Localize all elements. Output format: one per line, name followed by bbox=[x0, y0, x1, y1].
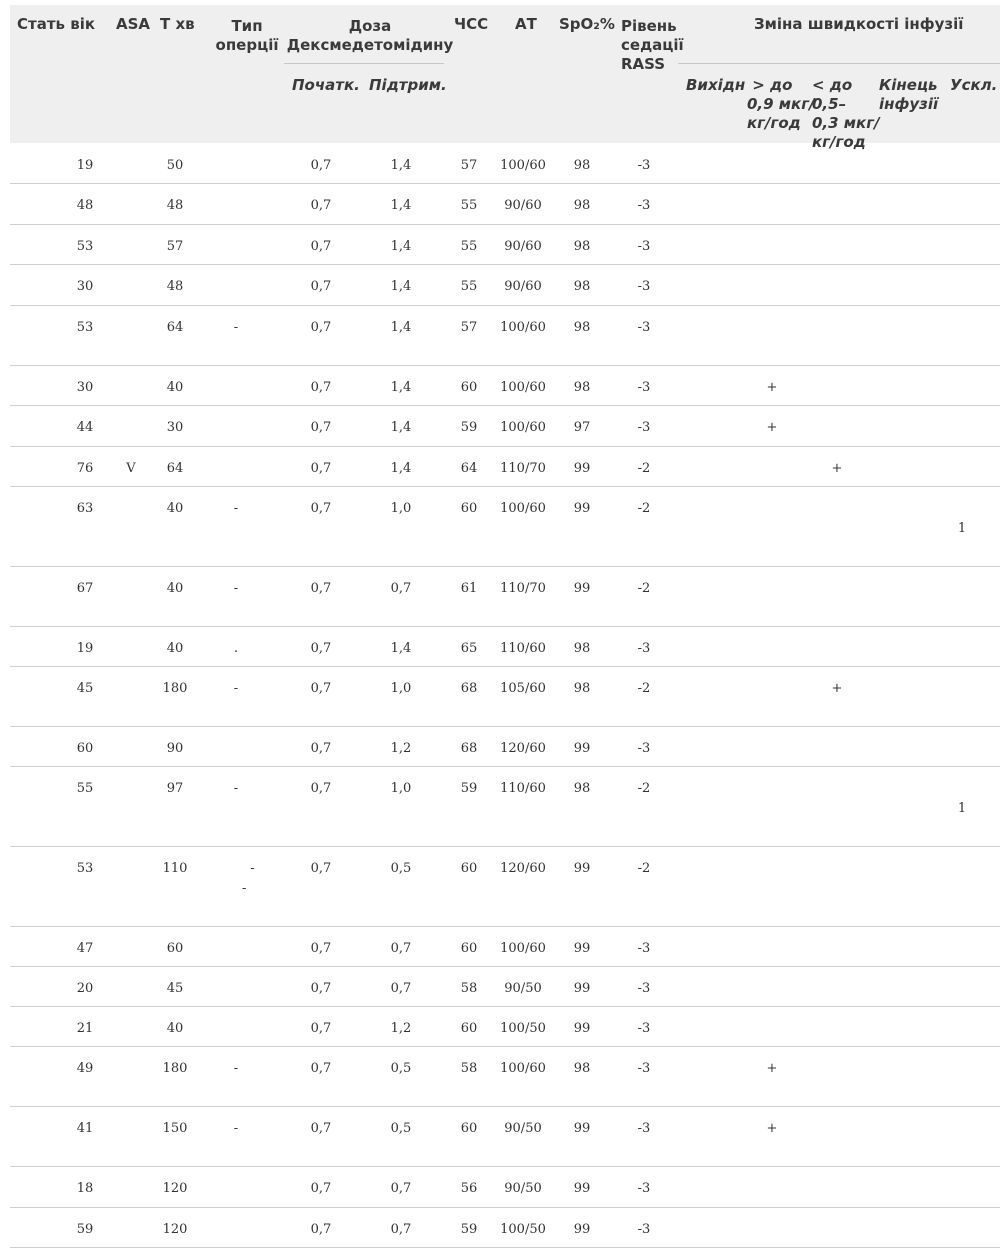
cell-age: 59 bbox=[76, 1222, 94, 1237]
cell-bp: 110/60 bbox=[500, 641, 546, 656]
cell-maint: 1,0 bbox=[390, 681, 412, 696]
cell-rass: -3 bbox=[637, 320, 651, 335]
cell-hr: 64 bbox=[460, 461, 478, 476]
cell-age: 19 bbox=[76, 641, 94, 656]
cell-init: 0,7 bbox=[310, 158, 332, 173]
table-row bbox=[10, 225, 1000, 265]
cell-t: 120 bbox=[162, 1181, 188, 1196]
cell-maint: 1,0 bbox=[390, 781, 412, 796]
cell-compl: 1 bbox=[957, 801, 967, 816]
cell-rass: -2 bbox=[637, 461, 651, 476]
cell-t: 180 bbox=[162, 681, 188, 696]
cell-op: - bbox=[233, 581, 239, 596]
col-rate-change: Зміна швидкості інфузії bbox=[754, 15, 964, 33]
cell-maint: 1,0 bbox=[390, 501, 412, 516]
cell-bp: 100/60 bbox=[500, 941, 546, 956]
cell-bp: 100/60 bbox=[500, 1061, 546, 1076]
table-row bbox=[10, 1047, 1000, 1107]
cell-age: 20 bbox=[76, 981, 94, 996]
table-row bbox=[10, 927, 1000, 967]
cell-bp: 90/50 bbox=[504, 981, 542, 996]
col-dose-init: Початк. bbox=[292, 76, 360, 94]
cell-init: 0,7 bbox=[310, 501, 332, 516]
cell-hr: 55 bbox=[460, 239, 478, 254]
cell-age: 67 bbox=[76, 581, 94, 596]
cell-rass: -2 bbox=[637, 861, 651, 876]
table-row bbox=[10, 567, 1000, 627]
col-rass bbox=[621, 17, 684, 74]
cell-rass: -3 bbox=[637, 239, 651, 254]
rate-up-line3: кг/год bbox=[747, 114, 801, 132]
cell-rass: -3 bbox=[637, 420, 651, 435]
cell-spo2: 98 bbox=[573, 681, 591, 696]
rate-down-line2: 0,5– bbox=[812, 95, 847, 113]
table-row bbox=[10, 667, 1000, 727]
cell-age: 53 bbox=[76, 239, 94, 254]
cell-hr: 58 bbox=[460, 1061, 478, 1076]
cell-init: 0,7 bbox=[310, 981, 332, 996]
cell-bp: 90/60 bbox=[504, 279, 542, 294]
cell-age: 19 bbox=[76, 158, 94, 173]
cell-age: 18 bbox=[76, 1181, 94, 1196]
table-row bbox=[10, 487, 1000, 567]
cell-rass: -3 bbox=[637, 1021, 651, 1036]
cell-age: 60 bbox=[76, 741, 94, 756]
cell-bp: 100/60 bbox=[500, 420, 546, 435]
rate-down-line3: 0,3 мкг/ bbox=[812, 114, 880, 132]
cell-t: 120 bbox=[162, 1222, 188, 1237]
cell-rass: -2 bbox=[637, 781, 651, 796]
rate-down-line1: < до bbox=[812, 76, 853, 94]
cell-hr: 55 bbox=[460, 279, 478, 294]
cell-bp: 90/60 bbox=[504, 198, 542, 213]
cell-rass: -2 bbox=[637, 581, 651, 596]
cell-age: 53 bbox=[76, 320, 94, 335]
cell-maint: 0,5 bbox=[390, 1121, 412, 1136]
cell-init: 0,7 bbox=[310, 1121, 332, 1136]
cell-t: 64 bbox=[166, 320, 184, 335]
cell-hr: 59 bbox=[460, 1222, 478, 1237]
cell-t: 40 bbox=[166, 581, 184, 596]
cell-maint: 1,2 bbox=[390, 741, 412, 756]
cell-spo2: 97 bbox=[573, 420, 591, 435]
col-rate-base: Вихідн bbox=[686, 76, 746, 94]
cell-t: 30 bbox=[166, 420, 184, 435]
cell-maint: 1,2 bbox=[390, 1021, 412, 1036]
cell-age: 55 bbox=[76, 781, 94, 796]
rass-line1: Рівень bbox=[621, 17, 677, 35]
cell-rass: -3 bbox=[637, 158, 651, 173]
cell-age: 48 bbox=[76, 198, 94, 213]
cell-t: 57 bbox=[166, 239, 184, 254]
cell-spo2: 98 bbox=[573, 380, 591, 395]
dose-line2: Дексмедетомідину bbox=[286, 36, 454, 54]
cell-t: 48 bbox=[166, 198, 184, 213]
cell-t: 48 bbox=[166, 279, 184, 294]
cell-t: 180 bbox=[162, 1061, 188, 1076]
cell-hr: 59 bbox=[460, 420, 478, 435]
cell-age: 41 bbox=[76, 1121, 94, 1136]
cell-rass: -3 bbox=[637, 641, 651, 656]
cell-t: 64 bbox=[166, 461, 184, 476]
table-row bbox=[10, 967, 1000, 1007]
cell-op: . bbox=[233, 641, 239, 656]
infusion-end-line2: інфузії bbox=[879, 95, 939, 113]
cell-hr: 59 bbox=[460, 781, 478, 796]
cell-bp: 90/50 bbox=[504, 1121, 542, 1136]
cell-init: 0,7 bbox=[310, 1021, 332, 1036]
rate-subheader-divider bbox=[678, 63, 1000, 64]
cell-hr: 60 bbox=[460, 1121, 478, 1136]
col-op-type bbox=[216, 17, 279, 55]
cell-init: 0,7 bbox=[310, 380, 332, 395]
cell-maint: 1,4 bbox=[390, 380, 412, 395]
table-row bbox=[10, 306, 1000, 366]
cell-maint: 0,5 bbox=[390, 861, 412, 876]
cell-rass: -3 bbox=[637, 941, 651, 956]
col-asa: ASA bbox=[116, 15, 151, 33]
cell-op: - bbox=[233, 1121, 239, 1136]
cell-spo2: 99 bbox=[573, 1121, 591, 1136]
cell-init: 0,7 bbox=[310, 781, 332, 796]
col-complications: Ускл. bbox=[950, 76, 998, 94]
cell-spo2: 99 bbox=[573, 861, 591, 876]
cell-init: 0,7 bbox=[310, 1181, 332, 1196]
cell-op: - bbox=[233, 681, 239, 696]
cell-age: 44 bbox=[76, 420, 94, 435]
cell-bp: 100/60 bbox=[500, 320, 546, 335]
cell-spo2: 99 bbox=[573, 741, 591, 756]
cell-spo2: 98 bbox=[573, 198, 591, 213]
cell-rass: -3 bbox=[637, 279, 651, 294]
cell-spo2: 99 bbox=[573, 941, 591, 956]
cell-bp: 100/60 bbox=[500, 380, 546, 395]
cell-spo2: 99 bbox=[573, 581, 591, 596]
cell-init: 0,7 bbox=[310, 681, 332, 696]
cell-rass: -3 bbox=[637, 1222, 651, 1237]
cell-maint: 0,7 bbox=[390, 981, 412, 996]
cell-op: - - bbox=[242, 861, 255, 896]
cell-t: 40 bbox=[166, 380, 184, 395]
cell-spo2: 98 bbox=[573, 641, 591, 656]
col-bp: АТ bbox=[515, 15, 537, 33]
cell-init: 0,7 bbox=[310, 198, 332, 213]
cell-rass: -2 bbox=[637, 681, 651, 696]
dose-subheader-divider bbox=[284, 63, 444, 64]
cell-maint: 0,7 bbox=[390, 941, 412, 956]
cell-init: 0,7 bbox=[310, 741, 332, 756]
cell-hr: 60 bbox=[460, 941, 478, 956]
op-type-line1: Тип bbox=[231, 17, 263, 35]
table-row bbox=[10, 1007, 1000, 1047]
cell-bp: 120/60 bbox=[500, 861, 546, 876]
cell-t: 97 bbox=[166, 781, 184, 796]
cell-rass: -3 bbox=[637, 1061, 651, 1076]
cell-op: - bbox=[233, 320, 239, 335]
cell-rass: -3 bbox=[637, 198, 651, 213]
cell-down: + bbox=[831, 461, 843, 476]
table-row bbox=[10, 265, 1000, 306]
cell-hr: 68 bbox=[460, 681, 478, 696]
cell-maint: 1,4 bbox=[390, 320, 412, 335]
table-row bbox=[10, 767, 1000, 847]
cell-rass: -3 bbox=[637, 981, 651, 996]
col-dose bbox=[287, 17, 454, 55]
cell-down: + bbox=[831, 681, 843, 696]
dose-line1: Доза bbox=[348, 17, 392, 35]
cell-init: 0,7 bbox=[310, 941, 332, 956]
table-row bbox=[10, 1167, 1000, 1208]
rass-line2: седації bbox=[621, 36, 684, 54]
cell-maint: 1,4 bbox=[390, 198, 412, 213]
cell-bp: 90/50 bbox=[504, 1181, 542, 1196]
cell-init: 0,7 bbox=[310, 279, 332, 294]
cell-init: 0,7 bbox=[310, 1222, 332, 1237]
cell-bp: 100/50 bbox=[500, 1222, 546, 1237]
cell-init: 0,7 bbox=[310, 581, 332, 596]
cell-bp: 90/60 bbox=[504, 239, 542, 254]
table-row bbox=[10, 447, 1000, 487]
cell-age: 76 bbox=[76, 461, 94, 476]
cell-up: + bbox=[766, 1061, 778, 1076]
table-row bbox=[10, 1107, 1000, 1167]
cell-maint: 1,4 bbox=[390, 461, 412, 476]
cell-init: 0,7 bbox=[310, 239, 332, 254]
table-row bbox=[10, 847, 1000, 927]
cell-age: 30 bbox=[76, 279, 94, 294]
cell-rass: -3 bbox=[637, 1181, 651, 1196]
cell-rass: -3 bbox=[637, 1121, 651, 1136]
cell-init: 0,7 bbox=[310, 641, 332, 656]
cell-spo2: 98 bbox=[573, 781, 591, 796]
cell-bp: 120/60 bbox=[500, 741, 546, 756]
cell-up: + bbox=[766, 1121, 778, 1136]
cell-hr: 58 bbox=[460, 981, 478, 996]
cell-t: 60 bbox=[166, 941, 184, 956]
cell-t: 110 bbox=[162, 861, 188, 876]
cell-op: - bbox=[233, 501, 239, 516]
cell-hr: 57 bbox=[460, 158, 478, 173]
cell-init: 0,7 bbox=[310, 861, 332, 876]
cell-op: - bbox=[233, 781, 239, 796]
cell-hr: 60 bbox=[460, 861, 478, 876]
rate-up-line2: 0,9 мкг/ bbox=[747, 95, 815, 113]
col-hr: ЧСС bbox=[454, 15, 489, 33]
cell-maint: 0,7 bbox=[390, 1222, 412, 1237]
cell-hr: 60 bbox=[460, 501, 478, 516]
table-row bbox=[10, 627, 1000, 667]
cell-t: 40 bbox=[166, 1021, 184, 1036]
col-spo2: SpO₂% bbox=[559, 15, 615, 33]
cell-age: 49 bbox=[76, 1061, 94, 1076]
cell-rass: -2 bbox=[637, 501, 651, 516]
cell-maint: 0,5 bbox=[390, 1061, 412, 1076]
cell-hr: 60 bbox=[460, 1021, 478, 1036]
cell-t: 40 bbox=[166, 641, 184, 656]
cell-maint: 0,7 bbox=[390, 1181, 412, 1196]
cell-age: 30 bbox=[76, 380, 94, 395]
cell-compl: 1 bbox=[957, 521, 967, 536]
cell-bp: 100/60 bbox=[500, 158, 546, 173]
cell-t: 90 bbox=[166, 741, 184, 756]
cell-init: 0,7 bbox=[310, 320, 332, 335]
table-row bbox=[10, 144, 1000, 184]
cell-spo2: 99 bbox=[573, 501, 591, 516]
cell-bp: 110/70 bbox=[500, 461, 546, 476]
cell-spo2: 99 bbox=[573, 981, 591, 996]
cell-bp: 110/60 bbox=[500, 781, 546, 796]
cell-hr: 60 bbox=[460, 380, 478, 395]
cell-age: 53 bbox=[76, 861, 94, 876]
col-time: T хв bbox=[160, 15, 195, 33]
cell-init: 0,7 bbox=[310, 420, 332, 435]
cell-op: - bbox=[233, 1061, 239, 1076]
table-row bbox=[10, 727, 1000, 767]
cell-spo2: 98 bbox=[573, 279, 591, 294]
rate-down-line4: кг/год bbox=[812, 133, 866, 151]
cell-maint: 1,4 bbox=[390, 420, 412, 435]
col-infusion-end bbox=[879, 76, 938, 114]
cell-rass: -3 bbox=[637, 380, 651, 395]
table-row bbox=[10, 406, 1000, 447]
col-dose-maint: Підтрим. bbox=[369, 76, 447, 94]
cell-maint: 1,4 bbox=[390, 239, 412, 254]
rate-up-line1: > до bbox=[747, 76, 793, 94]
cell-up: + bbox=[766, 380, 778, 395]
cell-maint: 0,7 bbox=[390, 581, 412, 596]
rass-line3: RASS bbox=[621, 55, 666, 73]
col-rate-up bbox=[747, 76, 815, 133]
cell-age: 21 bbox=[76, 1021, 94, 1036]
cell-hr: 68 bbox=[460, 741, 478, 756]
cell-age: 47 bbox=[76, 941, 94, 956]
cell-spo2: 98 bbox=[573, 320, 591, 335]
cell-hr: 65 bbox=[460, 641, 478, 656]
cell-bp: 100/50 bbox=[500, 1021, 546, 1036]
cell-spo2: 98 bbox=[573, 1061, 591, 1076]
cell-age: 63 bbox=[76, 501, 94, 516]
cell-spo2: 99 bbox=[573, 1021, 591, 1036]
cell-rass: -3 bbox=[637, 741, 651, 756]
table-row bbox=[10, 1208, 1000, 1248]
table-row bbox=[10, 184, 1000, 225]
cell-bp: 105/60 bbox=[500, 681, 546, 696]
cell-spo2: 99 bbox=[573, 461, 591, 476]
op-type-line2: оперції bbox=[215, 36, 279, 54]
cell-init: 0,7 bbox=[310, 461, 332, 476]
cell-maint: 1,4 bbox=[390, 641, 412, 656]
cell-spo2: 99 bbox=[573, 1181, 591, 1196]
cell-t: 50 bbox=[166, 158, 184, 173]
cell-maint: 1,4 bbox=[390, 279, 412, 294]
cell-up: + bbox=[766, 420, 778, 435]
cell-hr: 57 bbox=[460, 320, 478, 335]
cell-spo2: 98 bbox=[573, 158, 591, 173]
cell-spo2: 98 bbox=[573, 239, 591, 254]
cell-asa: V bbox=[126, 461, 136, 476]
cell-bp: 100/60 bbox=[500, 501, 546, 516]
cell-init: 0,7 bbox=[310, 1061, 332, 1076]
table-row bbox=[10, 366, 1000, 406]
cell-hr: 61 bbox=[460, 581, 478, 596]
cell-maint: 1,4 bbox=[390, 158, 412, 173]
cell-hr: 55 bbox=[460, 198, 478, 213]
cell-t: 45 bbox=[166, 981, 184, 996]
cell-bp: 110/70 bbox=[500, 581, 546, 596]
infusion-end-line1: Кінець bbox=[879, 76, 938, 94]
cell-age: 45 bbox=[76, 681, 94, 696]
cell-spo2: 99 bbox=[573, 1222, 591, 1237]
cell-t: 150 bbox=[162, 1121, 188, 1136]
col-rate-down bbox=[812, 76, 880, 152]
cell-hr: 56 bbox=[460, 1181, 478, 1196]
col-sex-age: Стать вік bbox=[17, 15, 96, 33]
cell-t: 40 bbox=[166, 501, 184, 516]
